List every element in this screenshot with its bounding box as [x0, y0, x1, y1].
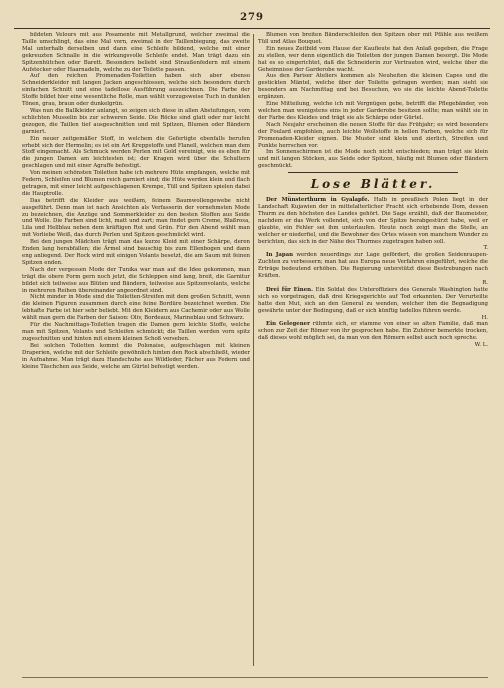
article-paragraph: bildeten Velours mit aus Posamente mit Metallgrund, welcher zweimal die Taille umschlingt, das eine Mal vorn, zweimal in der Taillenbiegung, das zweite Mal unterhalb derselben und dann eine Schleife bildend, welche mit einer gekreuzten Schnalle in die wirkungsvolle Schleife endet. Man trägt dazu ein Spitzenhütchen oder Barett. Besonders beliebt sind Straußenfedern mit einem Aufstecker oder Haarnadeln, welche zu der Toilette passen.	[22, 32, 250, 73]
article-paragraph: Im Sonnenschirmen ist die Mode noch nicht entschieden; man trägt sie klein und mit langen Stöcken, aus Seide oder Spitzen, häufig mit Blumen oder Bändern geschmückt.	[258, 149, 488, 170]
article-paragraph: Ein neuer zeitgemäßer Stoff, in welchem die Gefertigte ebenfalls berufen erhebt sich der Hermelin; es ist ein Art Kreppstoffe und Flanell, welchen man dem Stoff eingemacht. Als Schmuck werden Perlen mit Gold vereinigt, wie es eben für die jungen Damen am leichtesten ist; der Kragen wird über die Schultern geschlagen und mit einer Agraffe befestigt.	[22, 135, 250, 170]
article-paragraph: Ein neues Zeitbild vom Hause der Kaufleute hat den Anlaß gegeben, die Frage zu stellen, wer denn eigentlich die Toiletten der jungen Damen besorgt. Die Mode hat es so eingerichtet, daß die Schneiderin zur Vertrauten wird, welche über die Geheimnisse der Garderobe wacht.	[258, 45, 488, 73]
article-paragraph: Was nun die Ballkleider anlangt, so zeigen sich diese in allen Abstufungen, vom schlichten Musselin bis zur schweren Seide. Die Röcke sind glatt oder nur leicht gezogen, die Taillen tief ausgeschnitten und mit Spitzen, Blumen oder Bändern garniert.	[22, 107, 250, 135]
article-paragraph: Für die Nachmittags-Toiletten tragen die Damen gern leichte Stoffe, welche man mit Spitzen, Volants und Schleifen schmückt; die Taillen werden vorn spitz zugeschnitten und hinten mit einem kleinen Schoß versehen.	[22, 322, 250, 342]
left-column	[22, 32, 250, 668]
item-heading: Ein Gelegener	[266, 321, 310, 328]
article-paragraph: Eine Mitteilung, welche ich mit Vergnügen gebe, betrifft die Pflegebänder, von welchen man wenigstens eins in jeder Garderobe besitzen sollte; man wählt sie in der Farbe des Kleides und trägt sie als Schärpe oder Gürtel.	[258, 101, 488, 121]
article-paragraph: Von meinen schönsten Toiletten habe ich mehrere Hüte empfangen, welche mit Federn, Schleifen und Blumen reich garniert sind; die Hüte werden klein und flach getragen, mit einer leicht aufgeschlagenen Krempe, Tüll und Spitzen spielen dabei die Hauptrolle.	[22, 170, 250, 197]
item-text: Halb in preußisch Polen liegt in der Landschaft Kujawien der in mittelalterlicher Pracht sich erhebende Dom, dessen Thurm zu den höchsten des Landes gehört. Die Sage erzählt, daß der Baumeister, nachdem er das Werk vollendet, sich von der Spitze herabgestürzt habe, weil er glaubte, ein Fehler sei ihm unterlaufen. Heute noch zeigt man die Stelle, an welcher er niederfiel, und die Bewohner des Ortes wissen von manchem Wunder zu berichten, das sich in der Nähe des Thurmes zugetragen haben soll.	[258, 197, 488, 245]
item-signature: W. L.	[474, 342, 488, 349]
article-paragraph: Bei solchen Toiletten kommt die Polonaise, aufgeschlagen mit kleinen Draperien, welche mit der Schleife gewöhnlich hinten den Rock abschließt, wieder in Aufnahme. Man trägt dazu Handschuhe aus Wildleder, Fächer aus Federn und kleine Täschchen aus Seide, welche am Gürtel befestigt werden.	[22, 342, 250, 370]
column-divider	[253, 34, 254, 666]
article-paragraph: Nicht minder in Mode sind die Toiletten-Streifen mit dem großen Schnitt, wenn die kleinen Figuren zusammen durch eine feine Bordüre bezeichnet werden. Die lebhafte Farbe ist hier sehr beliebt. Mit den Kleidern aus Cachemir oder aus Wolle wählt man gern die Farben der Saison: Oliv, Bordeaux, Marineblau und Schwarz.	[22, 294, 250, 322]
article-paragraph: Das betrifft die Kleider aus weißem, feinem Baumwollengewebe nicht ausgeführt. Denn man ist nach Ansichten als Verfasserin der vornehmsten Mode zu bezeichnen, die Anzüge und Sommerkleider zu den besten Stoffen aus Seide und Wolle. Die Farben sind licht, matt und zart; man findet gern Creme, Blaßrosa, Lila und Hellblau neben dem kräftigen Rot und Grün. Für den Abend wählt man mit Vorliebe Weiß, das durch Perlen und Spitzen geschmückt wird.	[22, 197, 250, 239]
page-number: 279	[240, 12, 264, 23]
article-paragraph: Blumen von breiten Bänderschleifen den Spitzen ober mit Pfähle aus weißem Tüll und Atlas Bouquet.	[258, 32, 488, 45]
item-heading: Der Münsterthurm in Gyalapfe.	[266, 197, 370, 204]
section-rule-top	[288, 172, 458, 173]
item-text: Ein Soldat des Unteroffiziers des Generals Washington hatte sich so vorgetragen, daß drei Kriegsgerichte auf Tod erkannten. Der Verurteilte hatte den Mut, sich an den General zu wenden, welcher ihm die Begnadigung gewährte unter der Bedingung, daß er sich künftig tadellos führen werde.	[258, 286, 488, 314]
feuilleton-item	[258, 287, 488, 315]
item-signature: R.	[482, 280, 488, 286]
article-paragraph: Auf den reichen Promenaden-Toiletten haben sich aber ebenso Schneiderkleider mit langen Jacken angeschlossen, welche sich besonders durch einfachen Schnitt und eine tadellose Ausführung auszeichnen. Die Farbe der Stoffe bildet hier eine wesentliche Rolle, man wählt vorzugsweise Tuch in dunklen Tönen, grau, braun oder dunkelgrün.	[22, 73, 250, 108]
right-column	[258, 32, 488, 668]
section-title: Lose Blätter.	[310, 177, 436, 192]
header-rule	[14, 28, 490, 29]
article-paragraph: Nach der vergessen Mode der Tunika war man auf die Idee gekommen, man trägt die obere Form gern noch jetzt, die Schleppen sind lang, breit, die Garnitur bildet sich teilweise aus Blüten und Bändern, teilweise aus Spitzenvolants, welche in mehreren Reihen übereinander angeordnet sind.	[22, 266, 250, 294]
item-signature: H.	[481, 314, 488, 321]
feuilleton-item	[258, 252, 488, 280]
section-rule-bottom	[288, 193, 458, 194]
article-paragraph: Nach Neujahr erscheinen die neuen Stoffe für das Frühjahr; es wird besonders der Foulard empfohlen, auch leichte Wollstoffe in hellen Farben, welche sich für Promenaden-Kleider eignen. Die Muster sind klein und zierlich, Streifen und Punkte herrschen vor.	[258, 121, 488, 149]
feuilleton-item	[258, 197, 488, 245]
feuilleton-item	[258, 321, 488, 342]
footer-rule	[22, 677, 488, 678]
item-text: werden neuerdings zur Lage gefördert, die großen Seidenraupen-Zuchten zu verbessern; man hat aus Europa neue Verfahren eingeführt, welche die Erträge bedeutend erhöhen. Die Regierung unterstützt diese Bestrebungen nach Kräften.	[258, 252, 488, 280]
item-heading: Drei für Einen.	[266, 286, 313, 293]
item-signature: T.	[483, 245, 488, 252]
item-text: rühmte sich, er stamme von einer so alten Familie, daß man schon zur Zeit der Römer von ihr gesprochen habe. Ein Zuhörer bemerkte trocken, daß dieses wohl möglich sei, da man von den Römern selbst auch noch spreche.	[258, 321, 488, 342]
article-paragraph: Aus den Pariser Ateliers kommen als Neuheiten die kleinen Capes und die gestickten Mäntel, welche über der Toilette getragen werden; man sieht sie besonders am Nachmittag und bei Besuchen, wo sie die leichte Abend-Toilette ergänzen.	[258, 73, 488, 101]
article-paragraph: Bei den jungen Mädchen trägt man das kurze Kleid mit einer Schärpe, deren Enden lang herabfallen; die Ärmel sind bauschig bis zum Ellenbogen und dann eng anliegend. Der Rock wird mit einigen Volants besetzt, die am Saum mit feinen Spitzen enden.	[22, 239, 250, 266]
page-header	[14, 12, 490, 28]
item-heading: In Japan	[266, 252, 294, 259]
